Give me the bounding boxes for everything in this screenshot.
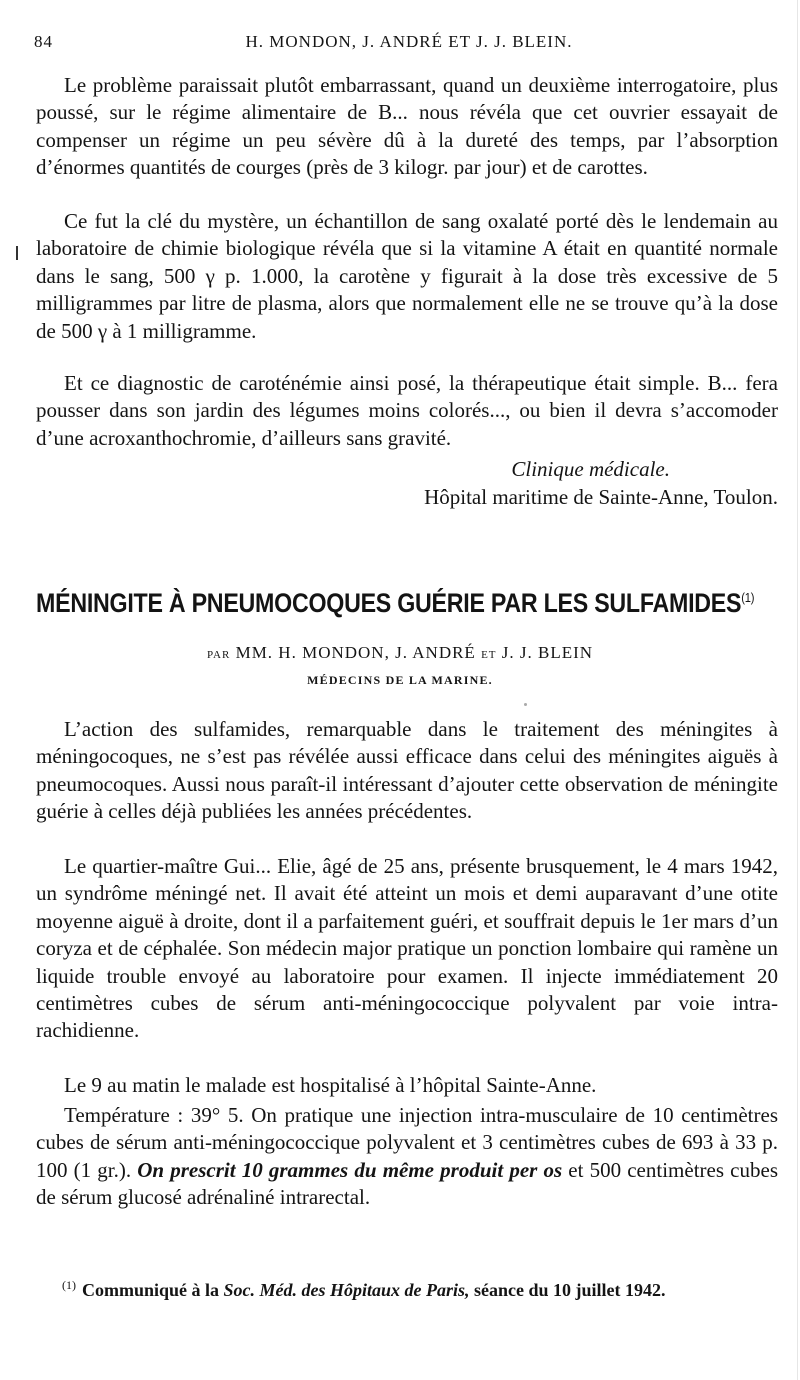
paragraph-4-italic: On prescrit 10 grammes du même produit per os xyxy=(137,1157,563,1182)
article-paragraph-3: Le 9 au matin le malade est hospitalisé à l’hôpital Sainte-Anne. xyxy=(64,1073,597,1097)
byline-et: ET xyxy=(481,649,497,661)
paragraph-4-start: Température : 39° 5. On pratique une injection intra-musculaire de 10 centimètres cubes de sérum anti-méningococcique polyvalent et 3 centimètres cubes de 693 à 33 p. 100 (1 gr.). xyxy=(36,1103,778,1182)
margin-mark xyxy=(16,246,18,260)
affiliation: MÉDECINS DE LA MARINE. xyxy=(307,673,493,687)
footnote-journal: Soc. Méd. des Hôpitaux de Paris, xyxy=(223,1280,470,1300)
byline-names-1: MM. H. MONDON, J. ANDRÉ xyxy=(235,643,476,662)
running-head xyxy=(34,32,784,58)
article-title-text: MÉNINGITE À PNEUMOCOQUES GUÉRIE PAR LES SULFAMIDES xyxy=(36,588,742,618)
footnote-text-1: Communiqué à la xyxy=(82,1280,224,1300)
signature-hospital: Hôpital maritime de Sainte-Anne, Toulon. xyxy=(424,485,778,509)
article-title xyxy=(36,588,755,619)
article-paragraph-2: Le quartier-maître Gui... Elie, âgé de 25 ans, présente brusquement, le 4 mars 1942, un syndrôme méningé net. Il avait été atteint un mois et demi auparavant d’une otite moyenne aiguë à droite, dont il a parfaitement guéri, et souffrait depuis le 1er mars d’un coryza et de céphalée. Son médecin major pratique un ponction lombaire qui ramène un liquide trouble envoyé au laboratoire pour examen. Il injecte immédiatement 20 centimètres cubes de sérum anti-méningococcique polyvalent par voie intra-rachidienne. xyxy=(36,854,778,1043)
previous-paragraph-1: Le problème paraissait plutôt embarrassant, quand un deuxième interrogatoire, plus poussé, sur le régime alimentaire de B... nous révéla que cet ouvrier essayait de compenser un régime un peu sévère dû à la dureté des temps, par l’absorption d’énormes quantités de courges (près de 3 kilogr. par jour) et de carottes. xyxy=(36,73,778,180)
signature-service: Clinique médicale. xyxy=(511,457,670,481)
footnote-mark: (1) xyxy=(62,1278,76,1292)
page-number: 84 xyxy=(34,32,53,51)
byline xyxy=(0,643,800,663)
previous-paragraph-2: Ce fut la clé du mystère, un échantillon de sang oxalaté porté dès le lendemain au laboratoire de chimie biologique révéla que si la vitamine A était en quantité normale dans le sang, 500 γ p. 1.000, la carotène y figurait à la dose très excessive de 5 milligrammes par litre de plasma, alors que normalement elle ne se trouve qu’à la dose de 500 γ à 1 milligramme. xyxy=(36,209,778,343)
article-paragraph-4 xyxy=(36,1102,778,1212)
footnote-text-2: séance du 10 juillet 1942. xyxy=(469,1280,666,1300)
ink-dot xyxy=(524,703,527,706)
paragraph-4-end: et 500 centimètres cubes de sérum glucosé adrénaliné intrarectal. xyxy=(36,1157,778,1210)
running-head-authors: H. MONDON, J. ANDRÉ ET J. J. BLEIN. xyxy=(245,32,573,51)
previous-paragraph-3: Et ce diagnostic de caroténémie ainsi posé, la thérapeutique était simple. B... fera pousser dans son jardin des légumes moins colorés..., ou bien il devra s’accomoder d’une acroxanthochromie, d’ailleurs sans gravité. xyxy=(36,371,778,450)
article-paragraph-1: L’action des sulfamides, remarquable dans le traitement des méningites à méningocoques, ne s’est pas révélée aussi efficace dans celui des méningites aiguës à pneumocoques. Aussi nous paraît-il intéressant d’ajouter cette observation de méningite guérie à celles déjà publiées les années précédentes. xyxy=(36,717,778,824)
byline-names-2: J. J. BLEIN xyxy=(501,643,594,662)
footnote xyxy=(62,1273,782,1302)
byline-par: PAR xyxy=(206,649,231,661)
title-footnote-mark: (1) xyxy=(741,590,755,605)
page-edge-rule xyxy=(797,0,798,1380)
